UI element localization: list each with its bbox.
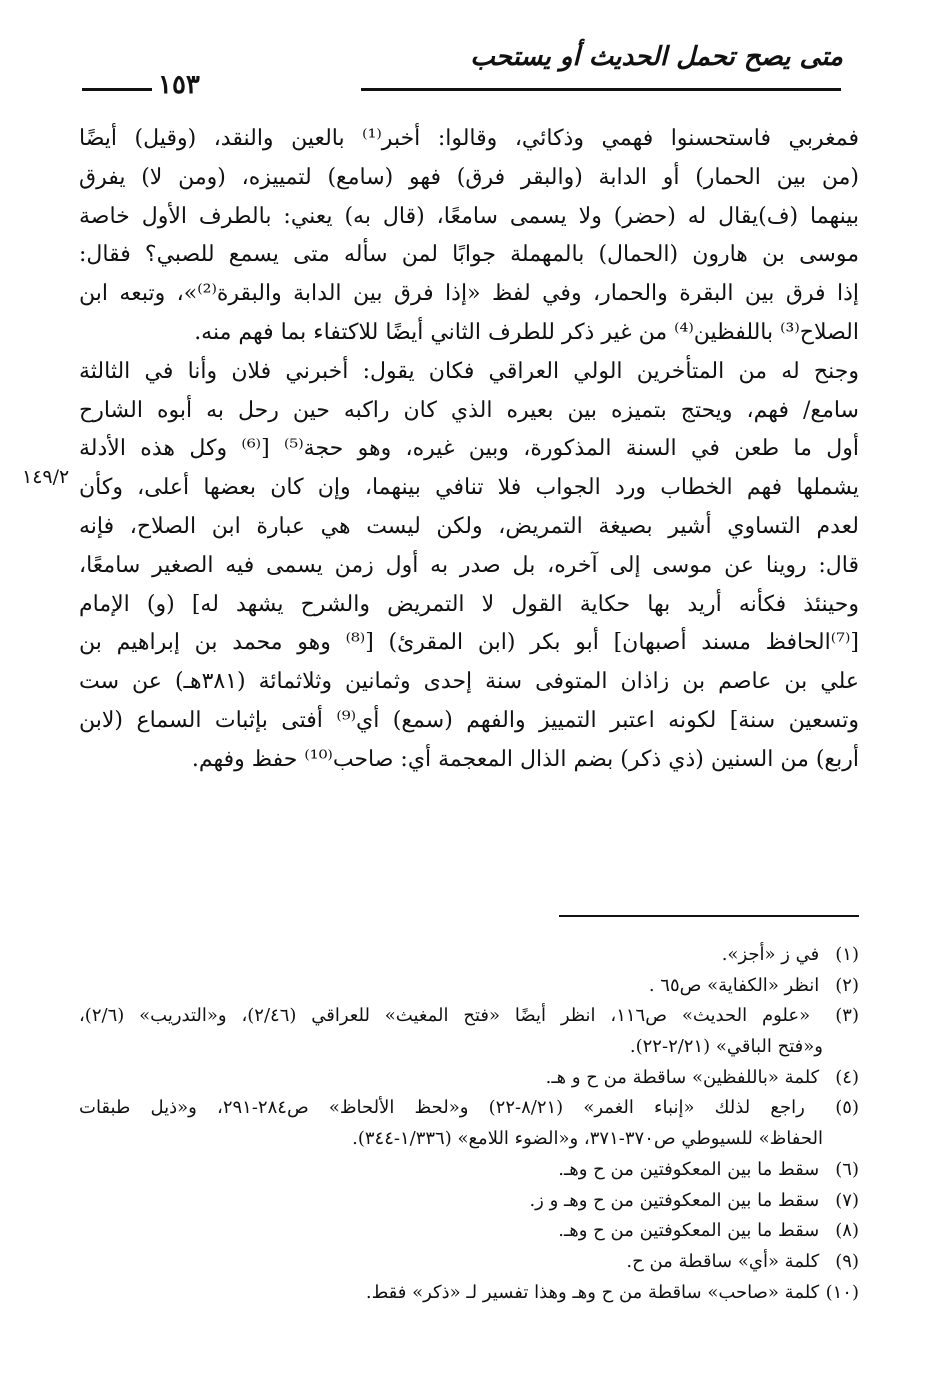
text-line: سامع/ فهم، ويحتج بتميزه بين بعيره الذي كان راكبه حين رحل به أبوه الشارح xyxy=(79,397,859,423)
text-line: لعدم التساوي أشير بصيغة التمريض، ولكن ليست هي عبارة ابن الصلاح، فإنه xyxy=(79,513,859,539)
footnote-text: انظر «الكفاية» ص٦٥ . xyxy=(648,974,820,996)
footnote-8 xyxy=(79,1216,859,1247)
footnote-number: (٨) xyxy=(835,1220,859,1242)
margin-reference: ١٤٩/٢ xyxy=(22,466,70,488)
footnote-text: في ز «أجز». xyxy=(721,944,820,965)
footnote-number: (٥) xyxy=(835,1097,859,1119)
footnote-text: كلمة «صاحب» ساقطة من ح وهـ وهذا تفسير لـ «ذكر» فقط. xyxy=(365,1281,820,1303)
footnote-text: «علوم الحديث» ص١١٦، انظر أيضًا «فتح المغيث» للعراقي (٢/٤٦)، و«التدريب» (٢/٦)، xyxy=(79,1005,811,1027)
footnote-text: راجع لذلك «إنباء الغمر» (٨/٢١-٢٢) و«لحظ الألحاظ» ص٢٨٤-٢٩١، و«ذيل طبقات xyxy=(79,1097,805,1119)
footnote-3-continued: و«فتح الباقي» (٢/٢١-٢٢). xyxy=(629,1036,823,1058)
footnotes xyxy=(79,940,859,1308)
text-line: أول ما طعن في السنة المذكورة، وبين غيره، وهو حجة⁽⁵⁾ [⁽⁶⁾ وكل هذه الأدلة xyxy=(79,436,859,462)
footnote-text: سقط ما بين المعكوفتين من ح وهـ و ز. xyxy=(529,1189,820,1211)
footnote-number: (٦) xyxy=(835,1158,859,1180)
text-line: الصلاح⁽³⁾ باللفظين⁽⁴⁾ من غير ذكر للطرف الثاني أيضًا للاكتفاء بما فهم منه. xyxy=(194,319,859,345)
text-line: (من بين الحمار) أو الدابة (والبقر فرق) فهو (سامع) لتمييزه، (ومن لا) يفرق xyxy=(79,164,859,190)
footnote-number: (١٠) xyxy=(825,1281,859,1303)
footnote-text: كلمة «أي» ساقطة من ح. xyxy=(626,1250,820,1272)
footnote-number: (٣) xyxy=(835,1005,859,1027)
footnote-text: سقط ما بين المعكوفتين من ح وهـ. xyxy=(558,1158,820,1180)
text-line: وجنح له من المتأخرين الولي العراقي فكان يقول: أخبرني فلان وأنا في الثالثة xyxy=(79,358,859,384)
text-line: قال: روينا عن موسى إلى آخره، بل صدر به أول زمن يسمى فيه الصغير سامعًا، xyxy=(79,552,859,578)
running-title: متى يصح تحمل الحديث أو يستحب xyxy=(470,42,843,72)
text-line: موسى بن هارون (الحمال) بالمهملة جوابًا لمن سأله متى يسمع للصبي؟ فقال: xyxy=(79,242,859,268)
footnote-10 xyxy=(79,1278,859,1309)
footnote-separator xyxy=(559,915,859,917)
header-rule-short xyxy=(82,88,152,91)
text-line: وتسعين سنة] لكونه اعتبر التمييز والفهم (سمع) أي⁽⁹⁾ أفتى بإثبات السماع (لابن xyxy=(79,707,859,733)
text-line: يشملها فهم الخطاب ورد الجواب فلا تنافي بينهما، وإن كان بعضها أعلى، وكأن xyxy=(79,475,859,501)
text-line: إذا فرق بين البقرة والحمار، وفي لفظ «إذا فرق بين الدابة والبقرة⁽²⁾»، وتبعه ابن xyxy=(79,281,859,307)
text-line: وحينئذ فكأنه أريد بها حكاية القول لا التمريض والشرح يشهد له] (و) الإمام xyxy=(79,591,859,617)
footnote-5 xyxy=(79,1093,859,1124)
footnote-2 xyxy=(79,971,859,1002)
main-text xyxy=(79,120,859,780)
footnote-number: (٩) xyxy=(835,1250,859,1272)
footnote-7 xyxy=(79,1186,859,1217)
footnote-5-continued: الحفاظ» للسيوطي ص٣٧٠-٣٧١، و«الضوء اللامع» (١/٣٣٦-٣٤٤). xyxy=(352,1128,823,1150)
header-rule xyxy=(361,88,841,91)
footnote-text: كلمة «باللفظين» ساقطة من ح و هـ. xyxy=(545,1066,820,1088)
footnote-number: (٤) xyxy=(835,1066,859,1088)
footnote-1 xyxy=(79,940,859,971)
page-number: ١٥٣ xyxy=(158,70,200,100)
footnote-number: (١) xyxy=(835,944,859,965)
text-line: أربع) من السنين (ذي ذكر) بضم الذال المعجمة أي: صاحب⁽¹⁰⁾ حفظ وفهم. xyxy=(191,746,859,772)
text-line: بينهما (ف)يقال له (حضر) ولا يسمى سامعًا، (قال به) يعني: بالطرف الأول خاصة xyxy=(79,203,859,229)
text-line: [⁽⁷⁾الحافظ مسند أصبهان] أبو بكر (ابن المقرئ) [⁽⁸⁾ وهو محمد بن إبراهيم بن xyxy=(79,630,859,656)
footnote-6 xyxy=(79,1155,859,1186)
footnote-3 xyxy=(79,1001,859,1032)
footnote-9 xyxy=(79,1247,859,1278)
text-line: علي بن عاصم بن زاذان المتوفى سنة إحدى وثمانين وثلاثمائة (٣٨١هـ) عن ست xyxy=(79,669,859,695)
text-line: فمغربي فاستحسنوا فهمي وذكائي، وقالوا: أخبر⁽¹⁾ بالعين والنقد، (وقيل) أيضًا xyxy=(79,126,859,151)
footnote-number: (٧) xyxy=(835,1189,859,1211)
footnote-4 xyxy=(79,1063,859,1094)
footnote-text: سقط ما بين المعكوفتين من ح وهـ. xyxy=(558,1220,820,1242)
footnote-number: (٢) xyxy=(835,974,859,996)
